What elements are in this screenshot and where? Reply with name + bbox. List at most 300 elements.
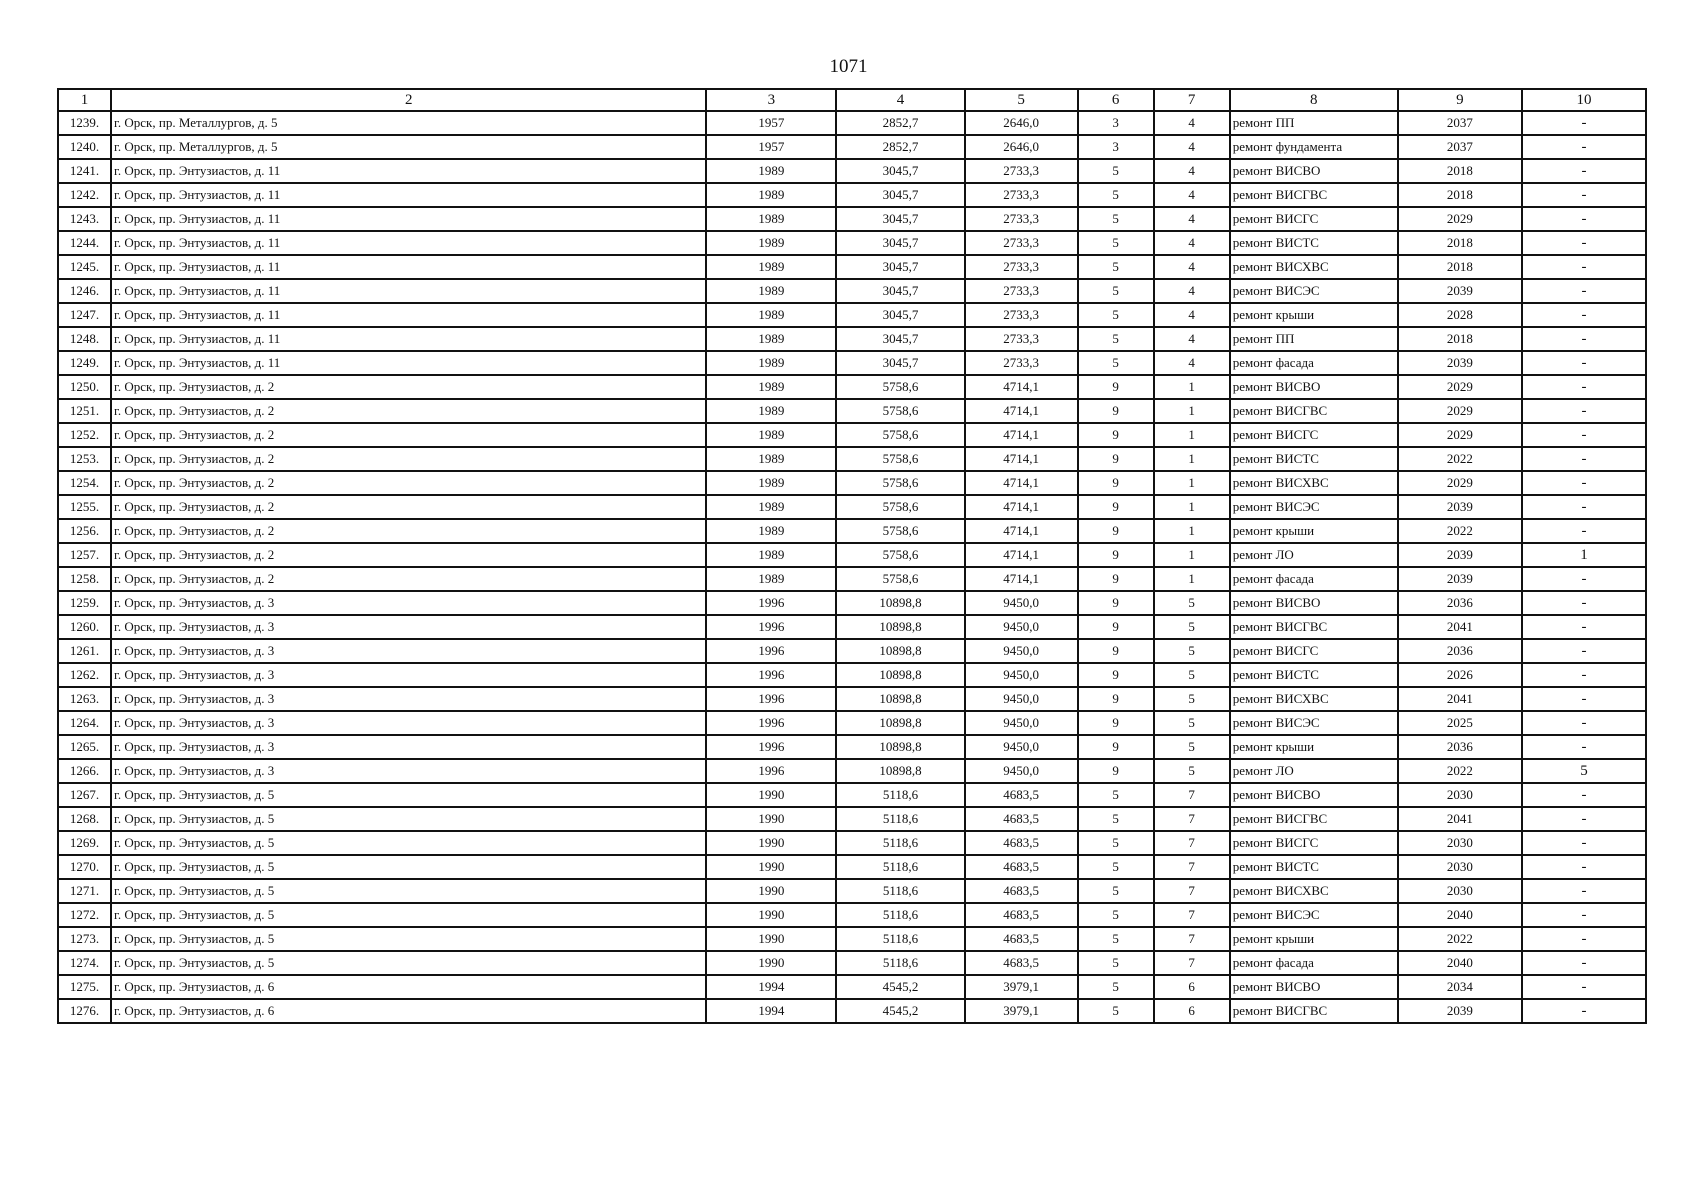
table-row — [58, 711, 1646, 735]
planned-year-cell: 2029 — [1398, 207, 1522, 231]
total-area-cell: 3045,7 — [836, 159, 964, 183]
total-area-cell: 5118,6 — [836, 831, 964, 855]
column-10-cell: - — [1522, 351, 1646, 375]
floors-cell: 9 — [1078, 591, 1154, 615]
column-10-cell: - — [1522, 999, 1646, 1023]
entrances-cell: 7 — [1154, 855, 1230, 879]
work-type-cell: ремонт ВИСЭС — [1230, 279, 1398, 303]
year-cell: 1990 — [706, 879, 836, 903]
column-10-cell: - — [1522, 591, 1646, 615]
column-10-cell: - — [1522, 231, 1646, 255]
year-cell: 1996 — [706, 711, 836, 735]
column-10-cell: - — [1522, 807, 1646, 831]
entrances-cell: 6 — [1154, 999, 1230, 1023]
row-number-cell: 1241. — [58, 159, 111, 183]
work-type-cell: ремонт ВИСВО — [1230, 159, 1398, 183]
year-cell: 1989 — [706, 543, 836, 567]
total-area-cell: 10898,8 — [836, 687, 964, 711]
column-header: 10 — [1522, 89, 1646, 111]
entrances-cell: 1 — [1154, 375, 1230, 399]
table-header — [58, 89, 1646, 111]
row-number-cell: 1248. — [58, 327, 111, 351]
column-10-cell: - — [1522, 399, 1646, 423]
column-10-cell: - — [1522, 927, 1646, 951]
address-cell: г. Орск, пр. Энтузиастов, д. 11 — [111, 207, 706, 231]
year-cell: 1989 — [706, 279, 836, 303]
planned-year-cell: 2029 — [1398, 471, 1522, 495]
column-10-cell: - — [1522, 783, 1646, 807]
row-number-cell: 1245. — [58, 255, 111, 279]
address-cell: г. Орск, пр. Энтузиастов, д. 3 — [111, 591, 706, 615]
year-cell: 1990 — [706, 927, 836, 951]
table-row — [58, 591, 1646, 615]
floors-cell: 3 — [1078, 135, 1154, 159]
planned-year-cell: 2018 — [1398, 159, 1522, 183]
total-area-cell: 5118,6 — [836, 951, 964, 975]
work-type-cell: ремонт ПП — [1230, 327, 1398, 351]
column-10-cell: - — [1522, 471, 1646, 495]
column-10-cell: - — [1522, 183, 1646, 207]
address-cell: г. Орск, пр. Энтузиастов, д. 3 — [111, 711, 706, 735]
table-row — [58, 471, 1646, 495]
column-10-cell: - — [1522, 135, 1646, 159]
living-area-cell: 9450,0 — [965, 639, 1078, 663]
planned-year-cell: 2037 — [1398, 135, 1522, 159]
year-cell: 1990 — [706, 783, 836, 807]
column-10-cell: - — [1522, 207, 1646, 231]
row-number-cell: 1243. — [58, 207, 111, 231]
year-cell: 1990 — [706, 807, 836, 831]
address-cell: г. Орск, пр. Энтузиастов, д. 2 — [111, 495, 706, 519]
address-cell: г. Орск, пр. Энтузиастов, д. 11 — [111, 327, 706, 351]
work-type-cell: ремонт ВИСГС — [1230, 423, 1398, 447]
column-10-cell: - — [1522, 423, 1646, 447]
floors-cell: 5 — [1078, 975, 1154, 999]
total-area-cell: 2852,7 — [836, 111, 964, 135]
living-area-cell: 2733,3 — [965, 183, 1078, 207]
work-type-cell: ремонт ВИСГВС — [1230, 399, 1398, 423]
planned-year-cell: 2040 — [1398, 951, 1522, 975]
total-area-cell: 3045,7 — [836, 255, 964, 279]
total-area-cell: 5118,6 — [836, 855, 964, 879]
entrances-cell: 4 — [1154, 231, 1230, 255]
address-cell: г. Орск, пр. Энтузиастов, д. 2 — [111, 399, 706, 423]
living-area-cell: 9450,0 — [965, 759, 1078, 783]
work-type-cell: ремонт ПП — [1230, 111, 1398, 135]
total-area-cell: 3045,7 — [836, 183, 964, 207]
row-number-cell: 1247. — [58, 303, 111, 327]
planned-year-cell: 2029 — [1398, 399, 1522, 423]
row-number-cell: 1242. — [58, 183, 111, 207]
entrances-cell: 5 — [1154, 735, 1230, 759]
planned-year-cell: 2039 — [1398, 351, 1522, 375]
table-row — [58, 255, 1646, 279]
year-cell: 1989 — [706, 375, 836, 399]
floors-cell: 9 — [1078, 687, 1154, 711]
living-area-cell: 4683,5 — [965, 903, 1078, 927]
row-number-cell: 1262. — [58, 663, 111, 687]
table-row — [58, 759, 1646, 783]
year-cell: 1989 — [706, 495, 836, 519]
row-number-cell: 1264. — [58, 711, 111, 735]
floors-cell: 9 — [1078, 543, 1154, 567]
living-area-cell: 2733,3 — [965, 255, 1078, 279]
address-cell: г. Орск, пр. Энтузиастов, д. 11 — [111, 279, 706, 303]
column-10-cell: - — [1522, 255, 1646, 279]
total-area-cell: 5758,6 — [836, 447, 964, 471]
column-header: 8 — [1230, 89, 1398, 111]
floors-cell: 5 — [1078, 783, 1154, 807]
column-10-cell: - — [1522, 447, 1646, 471]
living-area-cell: 4683,5 — [965, 807, 1078, 831]
living-area-cell: 9450,0 — [965, 687, 1078, 711]
row-number-cell: 1258. — [58, 567, 111, 591]
planned-year-cell: 2018 — [1398, 231, 1522, 255]
address-cell: г. Орск, пр. Энтузиастов, д. 5 — [111, 879, 706, 903]
work-type-cell: ремонт фасада — [1230, 951, 1398, 975]
floors-cell: 5 — [1078, 831, 1154, 855]
planned-year-cell: 2022 — [1398, 927, 1522, 951]
year-cell: 1957 — [706, 135, 836, 159]
entrances-cell: 7 — [1154, 951, 1230, 975]
year-cell: 1989 — [706, 471, 836, 495]
column-10-cell: - — [1522, 855, 1646, 879]
floors-cell: 5 — [1078, 159, 1154, 183]
entrances-cell: 1 — [1154, 471, 1230, 495]
work-type-cell: ремонт фасада — [1230, 351, 1398, 375]
living-area-cell: 4714,1 — [965, 495, 1078, 519]
entrances-cell: 1 — [1154, 495, 1230, 519]
table-row — [58, 111, 1646, 135]
total-area-cell: 5758,6 — [836, 399, 964, 423]
year-cell: 1994 — [706, 975, 836, 999]
column-10-cell: - — [1522, 567, 1646, 591]
planned-year-cell: 2036 — [1398, 639, 1522, 663]
year-cell: 1996 — [706, 615, 836, 639]
row-number-cell: 1261. — [58, 639, 111, 663]
address-cell: г. Орск, пр. Энтузиастов, д. 3 — [111, 687, 706, 711]
address-cell: г. Орск, пр. Энтузиастов, д. 3 — [111, 639, 706, 663]
work-type-cell: ремонт крыши — [1230, 519, 1398, 543]
work-type-cell: ремонт ВИСЭС — [1230, 711, 1398, 735]
year-cell: 1957 — [706, 111, 836, 135]
address-cell: г. Орск, пр. Энтузиастов, д. 3 — [111, 759, 706, 783]
year-cell: 1989 — [706, 255, 836, 279]
work-type-cell: ремонт ВИСХВС — [1230, 255, 1398, 279]
total-area-cell: 10898,8 — [836, 711, 964, 735]
column-header: 4 — [836, 89, 964, 111]
planned-year-cell: 2022 — [1398, 519, 1522, 543]
total-area-cell: 10898,8 — [836, 615, 964, 639]
row-number-cell: 1270. — [58, 855, 111, 879]
column-10-cell: - — [1522, 279, 1646, 303]
floors-cell: 9 — [1078, 375, 1154, 399]
living-area-cell: 9450,0 — [965, 735, 1078, 759]
year-cell: 1989 — [706, 351, 836, 375]
address-cell: г. Орск, пр. Энтузиастов, д. 5 — [111, 783, 706, 807]
row-number-cell: 1250. — [58, 375, 111, 399]
column-10-cell: - — [1522, 831, 1646, 855]
planned-year-cell: 2037 — [1398, 111, 1522, 135]
total-area-cell: 3045,7 — [836, 231, 964, 255]
table-row — [58, 375, 1646, 399]
floors-cell: 5 — [1078, 855, 1154, 879]
living-area-cell: 3979,1 — [965, 975, 1078, 999]
entrances-cell: 1 — [1154, 519, 1230, 543]
entrances-cell: 1 — [1154, 447, 1230, 471]
column-10-cell: - — [1522, 327, 1646, 351]
entrances-cell: 4 — [1154, 279, 1230, 303]
table-row — [58, 159, 1646, 183]
total-area-cell: 5758,6 — [836, 495, 964, 519]
address-cell: г. Орск, пр. Энтузиастов, д. 3 — [111, 735, 706, 759]
work-type-cell: ремонт фундамента — [1230, 135, 1398, 159]
work-type-cell: ремонт крыши — [1230, 303, 1398, 327]
row-number-cell: 1275. — [58, 975, 111, 999]
total-area-cell: 3045,7 — [836, 327, 964, 351]
living-area-cell: 4714,1 — [965, 519, 1078, 543]
planned-year-cell: 2039 — [1398, 543, 1522, 567]
work-type-cell: ремонт ВИСХВС — [1230, 471, 1398, 495]
entrances-cell: 7 — [1154, 903, 1230, 927]
column-10-cell: - — [1522, 519, 1646, 543]
floors-cell: 3 — [1078, 111, 1154, 135]
table-row — [58, 855, 1646, 879]
work-type-cell: ремонт ВИСВО — [1230, 783, 1398, 807]
floors-cell: 9 — [1078, 759, 1154, 783]
floors-cell: 9 — [1078, 567, 1154, 591]
floors-cell: 5 — [1078, 207, 1154, 231]
column-10-cell: - — [1522, 951, 1646, 975]
floors-cell: 9 — [1078, 471, 1154, 495]
total-area-cell: 10898,8 — [836, 759, 964, 783]
address-cell: г. Орск, пр. Энтузиастов, д. 6 — [111, 975, 706, 999]
table-row — [58, 495, 1646, 519]
planned-year-cell: 2039 — [1398, 999, 1522, 1023]
table-row — [58, 639, 1646, 663]
planned-year-cell: 2018 — [1398, 255, 1522, 279]
entrances-cell: 4 — [1154, 255, 1230, 279]
entrances-cell: 7 — [1154, 927, 1230, 951]
table-row — [58, 903, 1646, 927]
table-row — [58, 327, 1646, 351]
column-10-cell: - — [1522, 303, 1646, 327]
entrances-cell: 5 — [1154, 615, 1230, 639]
year-cell: 1989 — [706, 519, 836, 543]
living-area-cell: 4714,1 — [965, 567, 1078, 591]
planned-year-cell: 2026 — [1398, 663, 1522, 687]
address-cell: г. Орск, пр. Энтузиастов, д. 5 — [111, 807, 706, 831]
planned-year-cell: 2030 — [1398, 855, 1522, 879]
entrances-cell: 4 — [1154, 159, 1230, 183]
row-number-cell: 1249. — [58, 351, 111, 375]
row-number-cell: 1252. — [58, 423, 111, 447]
floors-cell: 5 — [1078, 903, 1154, 927]
column-10-cell: - — [1522, 111, 1646, 135]
living-area-cell: 9450,0 — [965, 591, 1078, 615]
living-area-cell: 9450,0 — [965, 615, 1078, 639]
work-type-cell: ремонт ВИСТС — [1230, 855, 1398, 879]
floors-cell: 9 — [1078, 495, 1154, 519]
table-row — [58, 543, 1646, 567]
column-header: 9 — [1398, 89, 1522, 111]
year-cell: 1994 — [706, 999, 836, 1023]
entrances-cell: 5 — [1154, 687, 1230, 711]
row-number-cell: 1239. — [58, 111, 111, 135]
row-number-cell: 1257. — [58, 543, 111, 567]
living-area-cell: 4683,5 — [965, 927, 1078, 951]
floors-cell: 9 — [1078, 423, 1154, 447]
column-10-cell: - — [1522, 663, 1646, 687]
year-cell: 1990 — [706, 855, 836, 879]
year-cell: 1989 — [706, 183, 836, 207]
entrances-cell: 4 — [1154, 351, 1230, 375]
entrances-cell: 4 — [1154, 135, 1230, 159]
table-row — [58, 303, 1646, 327]
entrances-cell: 1 — [1154, 423, 1230, 447]
repair-register-table — [57, 88, 1647, 1024]
address-cell: г. Орск, пр. Энтузиастов, д. 3 — [111, 615, 706, 639]
living-area-cell: 4714,1 — [965, 375, 1078, 399]
address-cell: г. Орск, пр. Энтузиастов, д. 2 — [111, 471, 706, 495]
address-cell: г. Орск, пр. Энтузиастов, д. 11 — [111, 183, 706, 207]
work-type-cell: ремонт ВИСХВС — [1230, 879, 1398, 903]
living-area-cell: 4683,5 — [965, 783, 1078, 807]
planned-year-cell: 2030 — [1398, 783, 1522, 807]
table-row — [58, 687, 1646, 711]
living-area-cell: 4714,1 — [965, 471, 1078, 495]
living-area-cell: 2733,3 — [965, 207, 1078, 231]
row-number-cell: 1271. — [58, 879, 111, 903]
row-number-cell: 1256. — [58, 519, 111, 543]
living-area-cell: 4714,1 — [965, 447, 1078, 471]
planned-year-cell: 2040 — [1398, 903, 1522, 927]
column-10-cell: - — [1522, 975, 1646, 999]
total-area-cell: 10898,8 — [836, 591, 964, 615]
total-area-cell: 5118,6 — [836, 927, 964, 951]
floors-cell: 5 — [1078, 183, 1154, 207]
address-cell: г. Орск, пр. Энтузиастов, д. 2 — [111, 543, 706, 567]
planned-year-cell: 2018 — [1398, 183, 1522, 207]
work-type-cell: ремонт ЛО — [1230, 759, 1398, 783]
total-area-cell: 3045,7 — [836, 303, 964, 327]
floors-cell: 9 — [1078, 447, 1154, 471]
total-area-cell: 5758,6 — [836, 423, 964, 447]
year-cell: 1989 — [706, 159, 836, 183]
table-row — [58, 279, 1646, 303]
entrances-cell: 4 — [1154, 183, 1230, 207]
planned-year-cell: 2028 — [1398, 303, 1522, 327]
planned-year-cell: 2034 — [1398, 975, 1522, 999]
row-number-cell: 1244. — [58, 231, 111, 255]
address-cell: г. Орск, пр. Энтузиастов, д. 5 — [111, 903, 706, 927]
row-number-cell: 1251. — [58, 399, 111, 423]
work-type-cell: ремонт крыши — [1230, 927, 1398, 951]
year-cell: 1996 — [706, 639, 836, 663]
column-10-cell: - — [1522, 375, 1646, 399]
column-10-cell: - — [1522, 615, 1646, 639]
entrances-cell: 7 — [1154, 807, 1230, 831]
year-cell: 1996 — [706, 591, 836, 615]
row-number-cell: 1255. — [58, 495, 111, 519]
total-area-cell: 5118,6 — [836, 879, 964, 903]
table-row — [58, 783, 1646, 807]
work-type-cell: ремонт ВИСГС — [1230, 207, 1398, 231]
row-number-cell: 1260. — [58, 615, 111, 639]
floors-cell: 5 — [1078, 807, 1154, 831]
planned-year-cell: 2022 — [1398, 447, 1522, 471]
row-number-cell: 1273. — [58, 927, 111, 951]
total-area-cell: 10898,8 — [836, 639, 964, 663]
row-number-cell: 1240. — [58, 135, 111, 159]
floors-cell: 9 — [1078, 711, 1154, 735]
address-cell: г. Орск, пр. Энтузиастов, д. 5 — [111, 831, 706, 855]
address-cell: г. Орск, пр. Энтузиастов, д. 11 — [111, 351, 706, 375]
work-type-cell: ремонт ВИСГС — [1230, 831, 1398, 855]
work-type-cell: ремонт ВИСГС — [1230, 639, 1398, 663]
floors-cell: 5 — [1078, 879, 1154, 903]
work-type-cell: ремонт фасада — [1230, 567, 1398, 591]
table-row — [58, 351, 1646, 375]
floors-cell: 9 — [1078, 615, 1154, 639]
planned-year-cell: 2041 — [1398, 615, 1522, 639]
living-area-cell: 2733,3 — [965, 159, 1078, 183]
column-header: 2 — [111, 89, 706, 111]
year-cell: 1989 — [706, 567, 836, 591]
address-cell: г. Орск, пр. Металлургов, д. 5 — [111, 135, 706, 159]
planned-year-cell: 2039 — [1398, 567, 1522, 591]
entrances-cell: 4 — [1154, 111, 1230, 135]
table-row — [58, 735, 1646, 759]
address-cell: г. Орск, пр. Энтузиастов, д. 5 — [111, 927, 706, 951]
row-number-cell: 1274. — [58, 951, 111, 975]
living-area-cell: 4714,1 — [965, 543, 1078, 567]
table-row — [58, 135, 1646, 159]
total-area-cell: 10898,8 — [836, 663, 964, 687]
address-cell: г. Орск, пр. Металлургов, д. 5 — [111, 111, 706, 135]
work-type-cell: ремонт ВИСГВС — [1230, 999, 1398, 1023]
total-area-cell: 10898,8 — [836, 735, 964, 759]
total-area-cell: 5758,6 — [836, 543, 964, 567]
address-cell: г. Орск, пр. Энтузиастов, д. 11 — [111, 231, 706, 255]
living-area-cell: 2733,3 — [965, 351, 1078, 375]
table-row — [58, 975, 1646, 999]
total-area-cell: 3045,7 — [836, 351, 964, 375]
row-number-cell: 1246. — [58, 279, 111, 303]
work-type-cell: ремонт ВИСГВС — [1230, 807, 1398, 831]
floors-cell: 5 — [1078, 927, 1154, 951]
total-area-cell: 3045,7 — [836, 279, 964, 303]
address-cell: г. Орск, пр. Энтузиастов, д. 2 — [111, 375, 706, 399]
entrances-cell: 5 — [1154, 759, 1230, 783]
living-area-cell: 2733,3 — [965, 279, 1078, 303]
year-cell: 1989 — [706, 399, 836, 423]
living-area-cell: 2646,0 — [965, 135, 1078, 159]
row-number-cell: 1269. — [58, 831, 111, 855]
floors-cell: 5 — [1078, 231, 1154, 255]
planned-year-cell: 2036 — [1398, 591, 1522, 615]
year-cell: 1989 — [706, 303, 836, 327]
year-cell: 1996 — [706, 759, 836, 783]
planned-year-cell: 2025 — [1398, 711, 1522, 735]
living-area-cell: 4683,5 — [965, 951, 1078, 975]
year-cell: 1996 — [706, 663, 836, 687]
column-10-cell: - — [1522, 687, 1646, 711]
living-area-cell: 4714,1 — [965, 399, 1078, 423]
column-10-cell: - — [1522, 903, 1646, 927]
address-cell: г. Орск, пр. Энтузиастов, д. 3 — [111, 663, 706, 687]
total-area-cell: 5758,6 — [836, 567, 964, 591]
